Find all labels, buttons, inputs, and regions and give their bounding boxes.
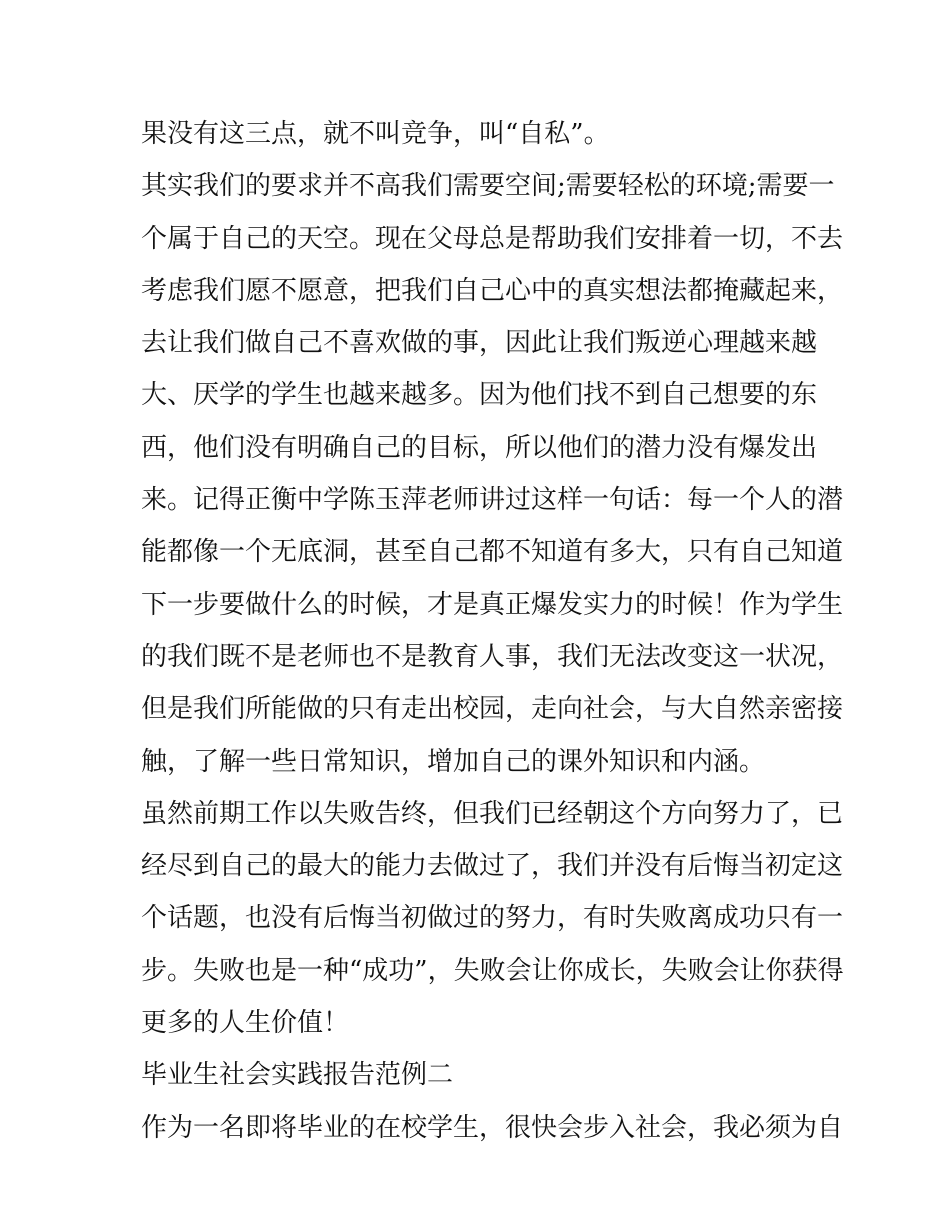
text-line: 考虑我们愿不愿意，把我们自己心中的真实想法都掩藏起来，: [141, 275, 844, 306]
text-line: 西，他们没有明确自己的目标，所以他们的潜力没有爆发出: [141, 432, 818, 463]
text-line: 经尽到自己的最大的能力去做过了，我们并没有后悔当初定这: [141, 851, 844, 882]
text-line: 大、厌学的学生也越来越多。因为他们找不到自己想要的东: [141, 380, 818, 411]
text-line: 作为一名即将毕业的在校学生，很快会步入社会，我必须为自: [141, 1112, 844, 1143]
text-line: 来。记得正衡中学陈玉萍老师讲过这样一句话：每一个人的潜: [141, 485, 844, 516]
text-line: 个话题，也没有后悔当初做过的努力，有时失败离成功只有一: [141, 903, 844, 934]
text-line: 触，了解一些日常知识，增加自己的课外知识和内涵。: [141, 746, 766, 777]
text-line: 虽然前期工作以失败告终，但我们已经朝这个方向努力了，已: [141, 798, 844, 829]
text-line: 个属于自己的天空。现在父母总是帮助我们安排着一切，不去: [141, 223, 844, 254]
text-line: 更多的人生价值！: [141, 1008, 350, 1039]
text-line: 果没有这三点，就不叫竞争，叫“自私”。: [141, 119, 610, 149]
document-body: [141, 108, 844, 1154]
text-line: 能都像一个无底洞，甚至自己都不知道有多大，只有自己知道: [141, 537, 844, 568]
text-line: 下一步要做什么的时候，才是真正爆发实力的时候！作为学生: [141, 589, 844, 620]
text-line: 步。失败也是一种“成功”，失败会让你成长，失败会让你获得: [141, 955, 844, 986]
text-line: 去让我们做自己不喜欢做的事，因此让我们叛逆心理越来越: [141, 328, 818, 359]
text-line: 其实我们的要求并不高我们需要空间;需要轻松的环境;需要一: [141, 171, 835, 202]
section-heading: 毕业生社会实践报告范例二: [141, 1060, 454, 1091]
text-line: 的我们既不是老师也不是教育人事，我们无法改变这一状况，: [141, 641, 844, 672]
text-line: 但是我们所能做的只有走出校园，走向社会，与大自然亲密接: [141, 694, 844, 725]
